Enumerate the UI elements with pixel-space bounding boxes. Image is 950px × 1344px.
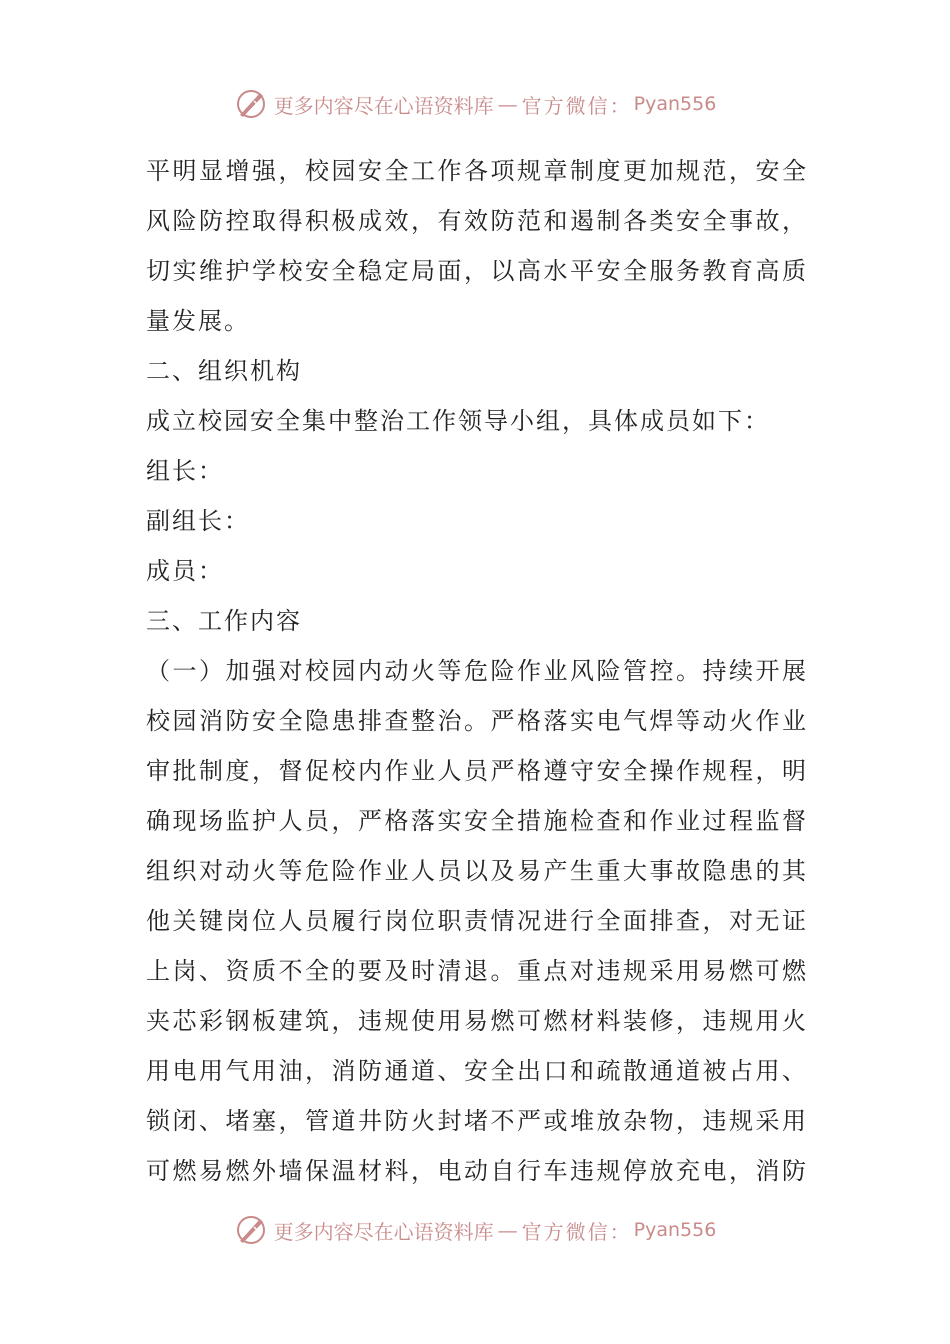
body-line: 量发展。	[146, 307, 250, 335]
body-line: 锁闭、堵塞，管道井防火封堵不严或堆放杂物，违规采用	[146, 1107, 806, 1135]
body-line: 审批制度，督促校内作业人员严格遵守安全操作规程，明	[146, 757, 806, 785]
body-line: 确现场监护人员，严格落实安全措施检查和作业过程监督	[146, 807, 806, 835]
watermark-wechat-label: 官方微信：	[521, 93, 632, 118]
body-line: 他关键岗位人员履行岗位职责情况进行全面排查，对无证	[146, 907, 806, 935]
body-line: 组织对动火等危险作业人员以及易产生重大事故隐患的其	[146, 857, 806, 885]
watermark-promo-text: 更多内容尽在心语资料库	[273, 93, 494, 118]
body-line: 可燃易燃外墙保温材料，电动自行车违规停放充电，消防	[146, 1157, 806, 1185]
watermark-wechat-id: Pyan556	[633, 93, 717, 115]
body-line: 上岗、资质不全的要及时清退。重点对违规采用易燃可燃	[146, 957, 806, 985]
body-line: 夹芯彩钢板建筑，违规使用易燃可燃材料装修，违规用火	[146, 1007, 806, 1035]
body-line: 风险防控取得积极成效，有效防范和遏制各类安全事故，	[146, 207, 806, 235]
section-heading: 三、工作内容	[146, 607, 302, 635]
body-line: 平明显增强，校园安全工作各项规章制度更加规范，安全	[146, 157, 806, 185]
watermark-promo-text: 更多内容尽在心语资料库	[273, 1219, 494, 1244]
body-line: 成立校园安全集中整治工作领导小组，具体成员如下：	[146, 407, 770, 435]
watermark-dash: —	[497, 92, 518, 116]
watermark-dash: —	[497, 1218, 518, 1242]
body-line: 切实维护学校安全稳定局面，以高水平安全服务教育高质	[146, 257, 806, 285]
quill-pen-icon	[234, 87, 268, 121]
watermark-wechat-label: 官方微信：	[521, 1219, 632, 1244]
body-line: 用电用气用油，消防通道、安全出口和疏散通道被占用、	[146, 1057, 806, 1085]
body-line: 成员：	[146, 557, 224, 585]
section-heading: 二、组织机构	[146, 357, 302, 385]
body-line: 组长：	[146, 457, 224, 485]
document-body	[146, 146, 806, 1196]
body-line: 副组长：	[146, 507, 250, 535]
watermark-wechat-id: Pyan556	[633, 1219, 717, 1241]
watermark-banner-top	[0, 82, 950, 126]
watermark-banner-bottom	[0, 1208, 950, 1252]
quill-pen-icon	[234, 1213, 268, 1247]
body-line: 校园消防安全隐患排查整治。严格落实电气焊等动火作业	[146, 707, 806, 735]
body-line: （一）加强对校园内动火等危险作业风险管控。持续开展	[146, 657, 806, 685]
